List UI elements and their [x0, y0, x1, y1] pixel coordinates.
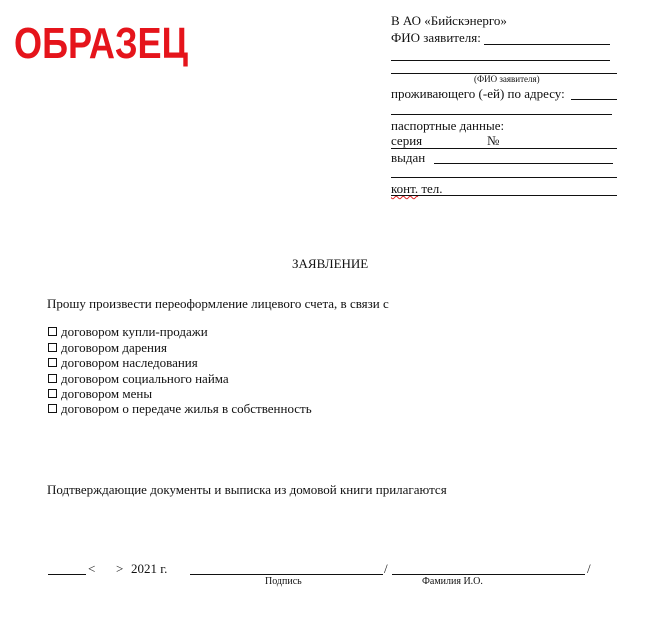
checkbox[interactable]: [48, 374, 57, 383]
phone-abbr: тел.: [421, 181, 443, 196]
signature-caption: Подпись: [265, 576, 302, 587]
option-label: договором купли-продажи: [61, 324, 208, 339]
series-number-line[interactable]: [391, 148, 617, 149]
option-privatization[interactable]: [48, 401, 312, 416]
address-line-1[interactable]: [571, 99, 617, 100]
date-close-bracket: >: [116, 561, 124, 576]
recipient-line: В АО «Бийскэнерго»: [391, 13, 507, 28]
date-open-bracket: <: [88, 561, 96, 576]
document-title: ЗАЯВЛЕНИЕ: [292, 256, 369, 271]
checkbox[interactable]: [48, 404, 57, 413]
name-caption: Фамилия И.О.: [422, 576, 483, 587]
option-label: договором наследования: [61, 355, 198, 370]
contact-abbr: конт.: [391, 181, 419, 196]
number-label: №: [487, 133, 500, 148]
attachments-text: Подтверждающие документы и выписка из домовой книги прилагаются: [47, 482, 447, 497]
slash-2: /: [587, 561, 591, 576]
passport-label: паспортные данные:: [391, 118, 505, 133]
signature-line[interactable]: [190, 574, 383, 575]
applicant-label: ФИО заявителя:: [391, 30, 481, 45]
option-gift[interactable]: [48, 340, 167, 355]
address-label: проживающего (-ей) по адресу:: [391, 86, 565, 101]
address-line-2[interactable]: [391, 114, 612, 115]
option-inheritance[interactable]: [48, 355, 198, 370]
sample-stamp: ОБРАЗЕЦ: [14, 19, 188, 68]
checkbox[interactable]: [48, 358, 57, 367]
option-label: договором о передаче жилья в собственность: [61, 401, 312, 416]
applicant-name-line[interactable]: [484, 44, 610, 45]
date-year: 2021 г.: [131, 561, 168, 576]
applicant-name-line-2[interactable]: [391, 60, 610, 61]
checkbox[interactable]: [48, 327, 57, 336]
date-day-line[interactable]: [48, 574, 86, 575]
series-label: серия: [391, 133, 423, 148]
option-exchange[interactable]: [48, 386, 152, 401]
option-social-rent[interactable]: [48, 371, 229, 386]
issued-line-2[interactable]: [391, 177, 617, 178]
option-label: договором мены: [61, 386, 153, 401]
request-text: Прошу произвести переоформление лицевого счета, в связи с: [47, 296, 389, 311]
checkbox[interactable]: [48, 343, 57, 352]
issued-line-1[interactable]: [434, 163, 613, 164]
contact-phone-line[interactable]: [391, 195, 617, 196]
option-label: договором социального найма: [61, 371, 229, 386]
option-label: договором дарения: [61, 340, 167, 355]
applicant-caption: (ФИО заявителя): [474, 74, 540, 84]
contact-phone-label: [391, 181, 443, 196]
name-line[interactable]: [392, 574, 585, 575]
slash-1: /: [384, 561, 388, 576]
checkbox[interactable]: [48, 389, 57, 398]
issued-label: выдан: [391, 150, 426, 165]
option-sale[interactable]: [48, 324, 208, 339]
